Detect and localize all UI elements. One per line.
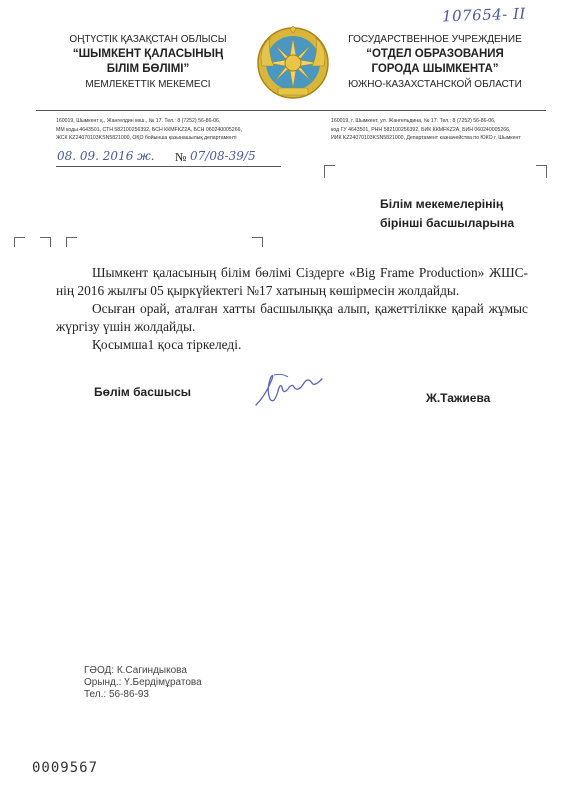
handwritten-signature	[252, 365, 332, 413]
header-divider	[36, 110, 546, 111]
header-right-name-2: ГОРОДА ШЫМКЕНТА”	[371, 63, 499, 75]
body-paragraph-2: Осыған орай, аталған хатты басшылыққа алып, қажеттілікке қарай жұмыс жүргізу үшін жолдайды.	[56, 301, 528, 334]
executors-line-2: Орынд.: Ү.Бердімұратова	[84, 677, 202, 688]
requisites-right	[331, 117, 521, 143]
header-left-region: ОҢТҮСТІК ҚАЗАҚСТАН ОБЛЫСЫ	[69, 34, 227, 45]
header-left-name-2: БІЛІМ БӨЛІМІ”	[106, 63, 190, 75]
addressee	[380, 195, 514, 233]
signature-name: Ж.Тажиева	[426, 391, 491, 405]
requisites-left-line: ММ коды 4643501, СТН 582100256392, БСН ККМFKZ2A, БСН 060240005266,	[56, 126, 242, 133]
addressee-line-2: бірінші басшыларына	[380, 216, 515, 230]
state-emblem	[256, 26, 330, 100]
body-paragraph-1: Шымкент қаласының білім бөлімі Сіздерге «Big Frame Production» ЖШС-нің 2016 жылғы 05 қыркүйектегі №17 хатының көшірмесін жолдайды.	[56, 265, 528, 298]
executors	[84, 665, 202, 701]
corner-mark	[252, 237, 263, 247]
requisites-left-line: ЖСК KZ24070103KSN5821000, ОҚО бойынша қазынашылық департаменті	[56, 135, 237, 141]
executors-line-3: Тел.: 56-86-93	[84, 689, 149, 700]
executors-line-1: ГӘОД: К.Сагиндыкова	[84, 665, 187, 676]
header-left-name-1: “ШЫМКЕНТ ҚАЛАСЫНЫҢ	[72, 48, 224, 60]
header-left	[48, 32, 248, 92]
kazakhstan-state-emblem-icon	[256, 26, 330, 100]
outgoing-number-label: №	[175, 150, 187, 164]
outgoing-number: 07/08-39/5	[190, 149, 256, 163]
registration-mark: 107654- II	[441, 4, 527, 26]
requisites-left	[56, 117, 242, 143]
requisites-right-line: 160019, г. Шымкент, ул. Жангельдина, № 17. Тел.: 8 (7252) 56-86-06,	[331, 118, 496, 124]
outgoing-date: 08. 09. 2016 ж.	[57, 149, 155, 163]
requisites-right-line: код ГУ 4643501, РНН 582100256392, БИК ККМFKZ2A, БИН 060240005266,	[331, 126, 511, 133]
body-paragraph-3: Қосымша1 қоса тіркеледі.	[92, 337, 242, 352]
corner-mark	[536, 165, 547, 178]
signature-position: Бөлім басшысы	[94, 385, 192, 399]
corner-mark	[324, 165, 335, 178]
signature-icon	[252, 365, 332, 413]
header-left-type: МЕМЛЕКЕТТІК МЕКЕМЕСІ	[85, 79, 211, 90]
requisites-right-line: ИИК KZ24070103KSN5821000, Департамент казначейства по ЮКО г. Шымкент	[331, 135, 521, 141]
corner-mark	[14, 237, 25, 247]
header-right-type: ГОСУДАРСТВЕННОЕ УЧРЕЖДЕНИЕ	[348, 34, 522, 45]
outgoing-line	[56, 166, 281, 167]
addressee-line-1: Білім мекемелерінің	[380, 197, 504, 211]
header-right-region: ЮЖНО-КАЗАХСТАНСКОЙ ОБЛАСТИ	[348, 79, 522, 90]
corner-mark	[66, 237, 77, 247]
letter-body	[56, 264, 528, 354]
serial-number: 0009567	[32, 760, 99, 776]
requisites-left-line: 160019, Шымкент қ., Жангелдин көш., № 17. Тел.: 8 (7252) 56-86-06,	[56, 118, 221, 124]
header-right-name-1: “ОТДЕЛ ОБРАЗОВАНИЯ	[366, 48, 504, 60]
header-right	[335, 32, 535, 92]
corner-mark	[40, 237, 51, 247]
